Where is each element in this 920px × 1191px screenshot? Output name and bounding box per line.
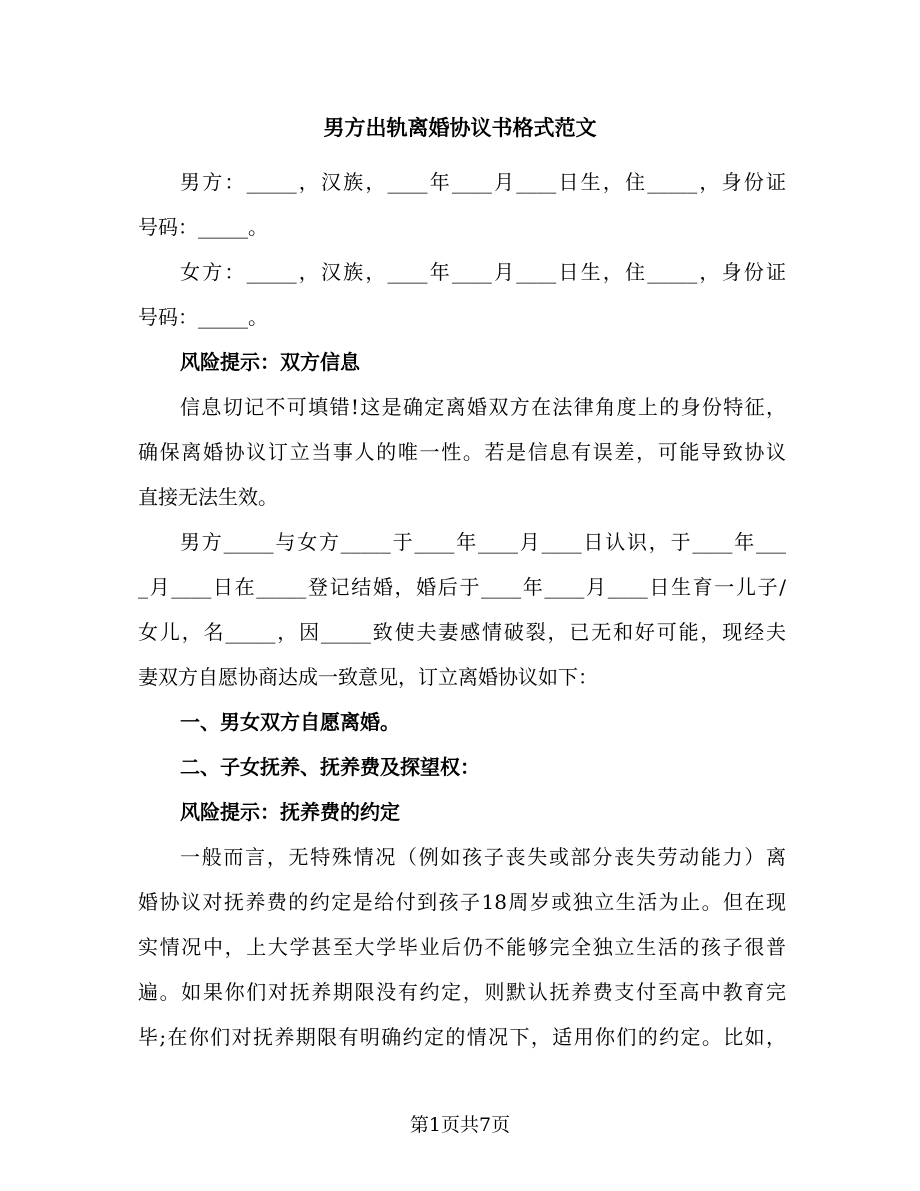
text-line: 风险提示：双方信息 xyxy=(180,350,360,374)
text-line: 女儿，名_____，因_____致使夫妻感情破裂，已无和好可能，现经夫 xyxy=(138,620,786,644)
text-line: 男方_____与女方_____于____年____月____日认识，于____年___ xyxy=(180,530,786,554)
text-line: 女方：_____，汉族，____年____月____日生，住_____，身份证 xyxy=(180,260,786,284)
paragraph xyxy=(138,835,786,1060)
text-line: 号码：_____。 xyxy=(138,305,268,329)
paragraph xyxy=(138,385,786,520)
page-footer: 第1页共7页 xyxy=(409,1114,511,1136)
text-line: 男方：_____，汉族，____年____月____日生，住_____，身份证 xyxy=(180,170,786,194)
paragraph xyxy=(138,520,786,700)
section-heading xyxy=(138,340,786,385)
section-heading xyxy=(138,790,786,835)
text-line: 遍。如果你们对抚养期限没有约定，则默认抚养费支付至高中教育完 xyxy=(138,980,786,1004)
document-body xyxy=(138,160,786,1060)
paragraph xyxy=(138,250,786,340)
text-line: 信息切记不可填错!这是确定离婚双方在法律角度上的身份特征， xyxy=(180,395,786,419)
document-title: 男方出轨离婚协议书格式范文 xyxy=(323,115,597,140)
text-line: 实情况中，上大学甚至大学毕业后仍不能够完全独立生活的孩子很普 xyxy=(138,935,786,959)
text-line: _月____日在_____登记结婚，婚后于____年____月____日生育一儿子/ xyxy=(138,575,786,599)
text-line: 一般而言，无特殊情况（例如孩子丧失或部分丧失劳动能力）离 xyxy=(180,845,786,869)
text-line: 二、子女抚养、抚养费及探望权： xyxy=(180,755,480,779)
text-line: 风险提示：抚养费的约定 xyxy=(180,800,400,824)
section-heading xyxy=(138,700,786,745)
paragraph xyxy=(138,160,786,250)
text-line: 妻双方自愿协商达成一致意见，订立离婚协议如下： xyxy=(138,665,598,689)
text-line: 毕;在你们对抚养期限有明确约定的情况下，适用你们的约定。比如， xyxy=(138,1025,786,1049)
text-line: 一、男女双方自愿离婚。 xyxy=(180,710,400,734)
text-line: 婚协议对抚养费的约定是给付到孩子18周岁或独立生活为止。但在现 xyxy=(138,890,786,914)
text-line: 号码：_____。 xyxy=(138,215,268,239)
text-line: 确保离婚协议订立当事人的唯一性。若是信息有误差，可能导致协议 xyxy=(138,440,786,464)
text-line: 直接无法生效。 xyxy=(138,485,278,509)
section-heading xyxy=(138,745,786,790)
